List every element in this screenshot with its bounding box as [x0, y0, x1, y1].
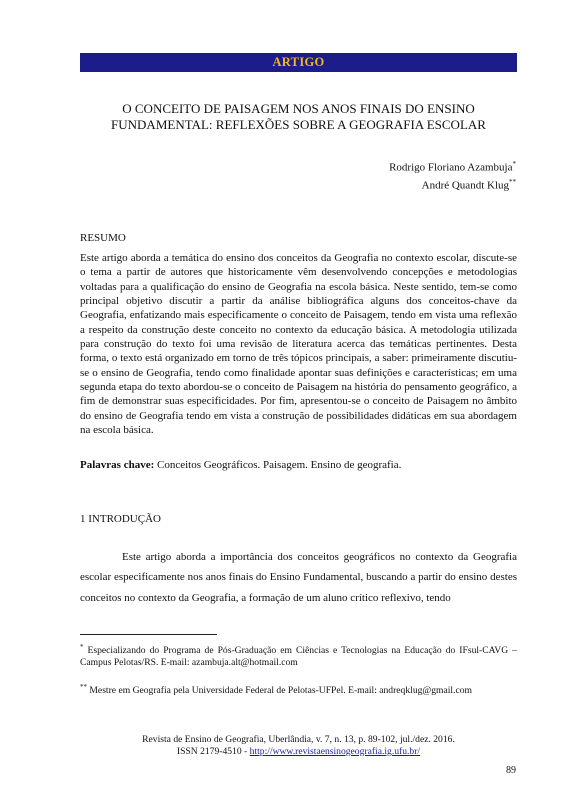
- footnote-1: [80, 641, 517, 669]
- keywords-label: Palavras chave:: [80, 459, 155, 471]
- footnote-separator: [80, 634, 217, 635]
- journal-issn-line: [80, 746, 517, 758]
- title-line-1: O CONCEITO DE PAISAGEM NOS ANOS FINAIS DO ENSINO: [122, 101, 475, 116]
- abstract-heading: RESUMO: [80, 232, 126, 244]
- footnote-1-mark: *: [80, 643, 84, 651]
- introduction-paragraph: Este artigo aborda a importância dos conceitos geográficos no contexto da Geografia escolar especificamente nos anos finais do Ensino Fundamental, buscando a partir do ensino destes conceitos no contexto da Geografia, a formação de um aluno crítico reflexivo, tendo: [80, 551, 517, 604]
- journal-footer: [80, 734, 517, 758]
- footnote-2-text: Mestre em Geografia pela Universidade Federal de Pelotas-UFPel. E-mail: andreqklug@gmail.com: [89, 685, 473, 697]
- author-2: [389, 175, 516, 193]
- footnote-2-mark: **: [80, 683, 87, 691]
- author-2-name: André Quandt Klug: [421, 179, 509, 192]
- journal-url-link[interactable]: http://www.revistaensinogeografia.ig.ufu.br/: [249, 746, 421, 757]
- abstract-text: Este artigo aborda a temática do ensino dos conceitos da Geografia no contexto escolar, discute-se o tema a partir de autores que historicamente vêm desenvolvendo concepções e metodologias voltadas para a qualificação do ensino de Geografia na escola básica. Neste sentido, tem-se como principal objetivo discutir a partir da análise bibliográfica alguns dos conceitos-chave da Geografia, enfatizando mais especificamente o conceito de Paisagem, tendo em vista uma reflexão a respeito da construção deste conceito no contexto da educação básica. A metodologia utilizada para construção do texto foi uma revisão de literatura acerca das temáticas pertinentes. Desta forma, o texto está organizado em torno de três tópicos principais, a saber: primeiramente discutiu-se o ensino de Geografia, tendo como finalidade apontar suas definições e características; em uma segunda etapa do texto abordou-se o conceito de Paisagem na história do pensamento geográfico, a fim de demonstrar suas especificidades. Por fim, apresentou-se o conceito de Paisagem no âmbito do ensino de Geografia tendo em vista a construção de possibilidades didáticas em sua abordagem na escola básica.: [80, 252, 517, 437]
- paper-title: [80, 101, 517, 133]
- author-1-name: Rodrigo Floriano Azambuja: [389, 161, 513, 174]
- article-type-banner: ARTIGO: [80, 53, 517, 72]
- footnote-1-text: Especializando do Programa de Pós-Graduação em Ciências e Tecnologias na Educação do IFsul-CAVG – Campus Pelotas/RS. E-mail: azambuja.alt@hotmail.com: [80, 645, 517, 669]
- journal-citation: Revista de Ensino de Geografia, Uberlândia, v. 7, n. 13, p. 89-102, jul./dez. 2016.: [142, 734, 455, 745]
- introduction-heading: 1 INTRODUÇÃO: [80, 513, 161, 525]
- keywords: [80, 458, 517, 472]
- author-1-mark: *: [512, 160, 516, 168]
- author-list: [389, 157, 516, 192]
- journal-issn: ISSN 2179-4510 -: [176, 746, 250, 757]
- footnote-2: [80, 681, 517, 697]
- title-line-2: FUNDAMENTAL: REFLEXÕES SOBRE A GEOGRAFIA ESCOLAR: [111, 117, 486, 132]
- author-1: [389, 157, 516, 175]
- keywords-text: Conceitos Geográficos. Paisagem. Ensino de geografia.: [156, 459, 402, 471]
- page-number: 89: [506, 765, 516, 776]
- author-2-mark: **: [509, 177, 516, 186]
